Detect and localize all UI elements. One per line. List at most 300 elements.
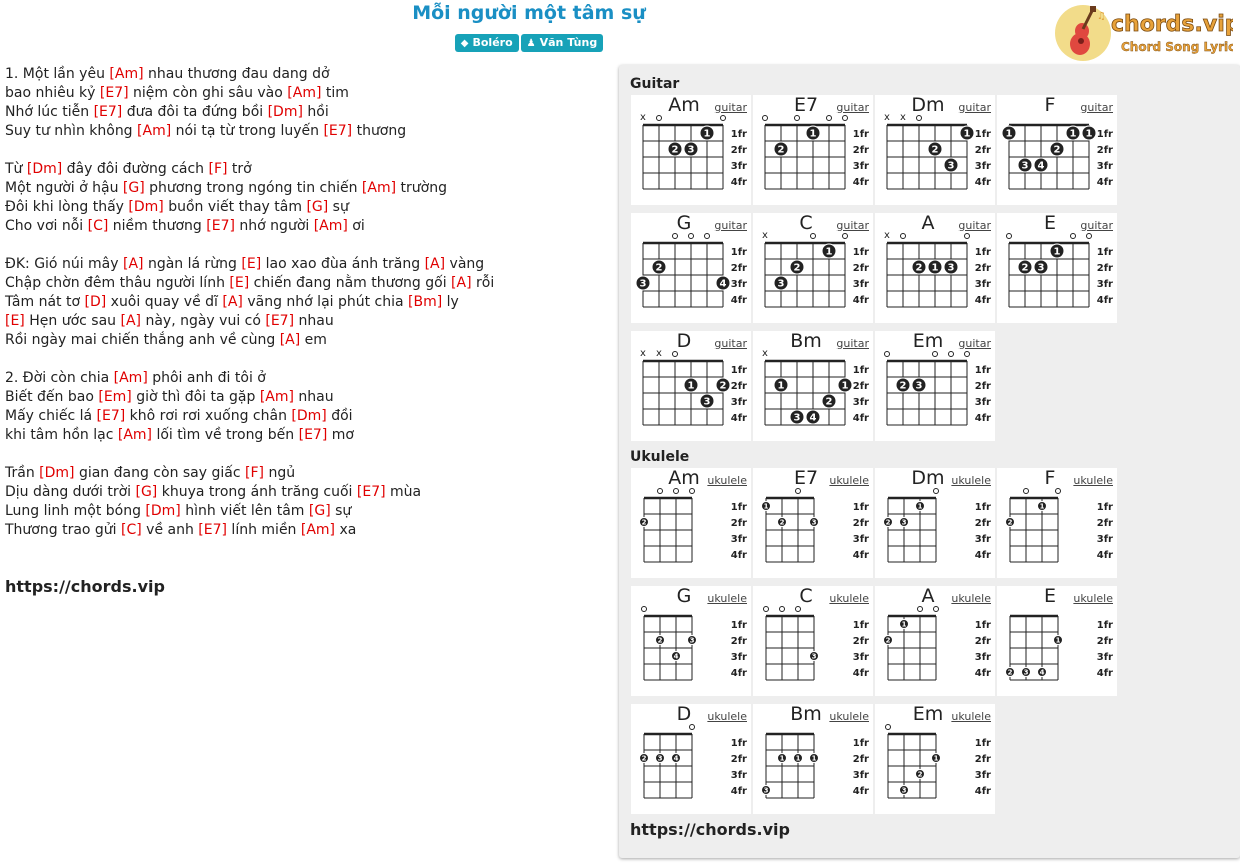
song-title: Mỗi người một tâm sự (412, 2, 646, 24)
user-icon: ♟ (526, 38, 536, 49)
chord-marker[interactable]: [A] (279, 332, 301, 348)
fret-label: 3fr (730, 279, 747, 290)
fret-label: 1fr (974, 620, 991, 631)
chord-marker[interactable]: [A] (451, 275, 472, 291)
chord-marker[interactable]: [E] (241, 256, 262, 272)
lyric-text: niệm còn ghi sâu vào (128, 85, 288, 101)
ukulele-type-link[interactable]: ukulele (707, 592, 747, 605)
ukulele-chord-card[interactable] (753, 704, 873, 814)
lyric-text: Hẹn ước sau (24, 313, 121, 329)
chord-marker[interactable]: [Am] (109, 66, 144, 82)
open-string-mark (1071, 234, 1076, 239)
fret-label: 2fr (852, 518, 869, 529)
lyric-text: Một người ở hậu (5, 180, 123, 196)
muted-string-mark: x (640, 348, 646, 359)
ukulele-type-link[interactable]: ukulele (707, 474, 747, 487)
lyric-text: thương (352, 123, 407, 139)
muted-string-mark: x (640, 112, 646, 123)
lyric-text: trường (396, 180, 447, 196)
finger-number: 1 (795, 754, 801, 763)
fret-label: 3fr (1096, 652, 1113, 663)
guitar-chord-card[interactable] (875, 213, 995, 323)
finger-number: 2 (641, 518, 647, 527)
fret-label: 4fr (730, 295, 747, 306)
chord-marker[interactable]: [Dm] (291, 408, 327, 424)
fret-label: 2fr (852, 145, 869, 156)
chord-marker[interactable]: [Dm] (39, 465, 75, 481)
open-string-mark (642, 607, 647, 612)
chord-marker[interactable]: [Am] (113, 370, 148, 386)
lyric-text: hồi (302, 104, 329, 120)
lyric-text: rỗi (471, 275, 495, 291)
lyric-text: nhau thương đau dang dở (143, 66, 330, 82)
fret-label: 2fr (730, 381, 747, 392)
lyric-text: về anh (141, 522, 199, 538)
guitar-type-link[interactable]: guitar (836, 337, 869, 350)
ukulele-type-link[interactable]: ukulele (707, 710, 747, 723)
lyric-line (5, 179, 605, 198)
open-string-mark (690, 489, 695, 494)
chord-marker[interactable]: [A] (222, 294, 243, 310)
lyric-text: Suy tư nhìn không (5, 123, 138, 139)
fret-label: 4fr (974, 413, 991, 424)
ukulele-chord-card[interactable] (631, 704, 751, 814)
ukulele-chord-name: Bm (790, 703, 822, 725)
open-string-mark (796, 489, 801, 494)
fret-label: 2fr (730, 145, 747, 156)
finger-number: 1 (825, 246, 833, 258)
guitar-type-link[interactable]: guitar (714, 337, 747, 350)
fret-label: 1fr (974, 502, 991, 513)
open-string-mark (690, 725, 695, 730)
finger-number: 2 (779, 518, 785, 527)
finger-number: 1 (1005, 128, 1013, 140)
fret-label: 2fr (974, 518, 991, 529)
lyric-text: giờ thì đôi ta gặp (131, 389, 260, 405)
chord-marker[interactable]: [Am] (300, 522, 336, 538)
chord-marker[interactable]: [C] (87, 218, 109, 234)
lyric-text: khuya trong ánh trăng cuối (157, 484, 357, 500)
lyric-line (5, 293, 605, 312)
finger-number: 3 (763, 786, 769, 795)
lyric-text: Nhớ lúc tiễn (5, 104, 94, 120)
fret-label: 2fr (852, 636, 869, 647)
guitar-chord-card[interactable] (875, 95, 995, 205)
ukulele-chord-name: D (676, 703, 692, 725)
chord-marker[interactable]: [E7] (298, 427, 328, 443)
lyric-text: khô rơi rơi xuống chân (125, 408, 292, 424)
finger-number: 3 (793, 412, 801, 424)
finger-number: 1 (931, 262, 939, 274)
ukulele-chord-card[interactable] (631, 468, 751, 578)
ukulele-chord-name: C (799, 585, 813, 607)
lyric-text: Trần (5, 465, 40, 481)
guitar-chord-name: G (676, 212, 692, 234)
open-string-mark (689, 234, 694, 239)
lyric-text: em (300, 332, 327, 348)
chord-marker[interactable]: [Am] (287, 85, 322, 101)
ukulele-chord-card[interactable] (875, 468, 995, 578)
site-url-right[interactable]: https://chords.vip (630, 820, 790, 839)
finger-number: 2 (931, 144, 939, 156)
ukulele-type-link[interactable]: ukulele (829, 710, 869, 723)
lyric-text: khi tâm hồn lạc (5, 427, 118, 443)
guitar-type-link[interactable]: guitar (1080, 101, 1113, 114)
lyric-text: Dịu dàng dưới trời (5, 484, 136, 500)
ukulele-section-title: Ukulele (630, 449, 690, 465)
lyric-text: nhau (294, 313, 334, 329)
chord-marker[interactable]: [Am] (313, 218, 348, 234)
fret-label: 1fr (730, 247, 747, 258)
chord-marker[interactable]: [E7] (99, 85, 129, 101)
guitar-chord-name: A (921, 212, 935, 234)
guitar-chord-card[interactable] (997, 95, 1117, 205)
ukulele-type-link[interactable]: ukulele (829, 592, 869, 605)
fret-label: 1fr (730, 620, 747, 631)
lyric-text: tim (321, 85, 349, 101)
guitar-chord-card[interactable] (753, 331, 873, 441)
chord-marker[interactable]: [F] (208, 161, 228, 177)
finger-number: 4 (809, 412, 817, 424)
finger-number: 1 (703, 128, 711, 140)
finger-number: 1 (777, 380, 785, 392)
fret-label: 4fr (1096, 295, 1113, 306)
fret-label: 1fr (1096, 502, 1113, 513)
lyric-text: phôi anh đi tôi ở (147, 370, 266, 386)
fret-label: 1fr (852, 620, 869, 631)
lyric-blank (5, 141, 605, 160)
lyric-line (5, 274, 605, 293)
chord-marker[interactable]: [A] (120, 313, 141, 329)
finger-number: 1 (1085, 128, 1093, 140)
ukulele-type-link[interactable]: ukulele (951, 710, 991, 723)
lyric-line (5, 160, 605, 179)
chord-marker[interactable]: [Am] (117, 427, 152, 443)
guitar-chord-card[interactable] (753, 213, 873, 323)
open-string-mark (965, 352, 970, 357)
guitar-type-link[interactable]: guitar (958, 219, 991, 232)
lyric-text: mơ (327, 427, 354, 443)
guitar-type-link[interactable]: guitar (714, 219, 747, 232)
open-string-mark (657, 116, 662, 121)
chord-marker[interactable]: [E7] (356, 484, 386, 500)
fret-label: 4fr (974, 295, 991, 306)
finger-number: 3 (811, 652, 817, 661)
guitar-type-link[interactable]: guitar (958, 337, 991, 350)
finger-number: 4 (673, 754, 679, 763)
finger-number: 3 (1037, 262, 1045, 274)
finger-number: 1 (841, 380, 849, 392)
chord-marker[interactable]: [Am] (137, 123, 172, 139)
finger-number: 1 (917, 502, 923, 511)
chord-marker[interactable]: [G] (135, 484, 158, 500)
guitar-logo-icon (1053, 3, 1233, 63)
guitar-chord-name: E7 (793, 94, 819, 116)
fret-label: 4fr (974, 668, 991, 679)
finger-number: 1 (809, 128, 817, 140)
fret-label: 1fr (730, 502, 747, 513)
lyric-text: phương trong ngóng tin chiến (144, 180, 362, 196)
chord-marker[interactable]: [E7] (96, 408, 126, 424)
fret-label: 2fr (730, 518, 747, 529)
song-tags (0, 34, 1058, 52)
guitar-type-link[interactable]: guitar (836, 101, 869, 114)
open-string-mark (886, 725, 891, 730)
lyrics-body (5, 65, 605, 540)
lyric-blank (5, 236, 605, 255)
open-string-mark (1056, 489, 1061, 494)
ukulele-chord-card[interactable] (875, 586, 995, 696)
fret-label: 2fr (974, 754, 991, 765)
fret-label: 3fr (852, 652, 869, 663)
lyric-line (5, 217, 605, 236)
lyric-line (5, 407, 605, 426)
ukulele-chord-card[interactable] (875, 704, 995, 814)
genre-tag-label: Boléro (472, 36, 513, 49)
fret-label: 2fr (730, 263, 747, 274)
lyric-text: nói tạ từ trong luyến (171, 123, 324, 139)
guitar-chord-card[interactable] (875, 331, 995, 441)
chord-marker[interactable]: [Am] (361, 180, 397, 196)
finger-number: 2 (917, 770, 923, 779)
fret-label: 4fr (1096, 177, 1113, 188)
lyric-line (5, 103, 605, 122)
lyric-text: Chập chờn đêm thâu người lính (5, 275, 230, 291)
lyric-text: ngủ (264, 465, 296, 481)
ukulele-chord-name: F (1044, 467, 1056, 489)
fret-label: 1fr (852, 365, 869, 376)
chord-marker[interactable]: [Dm] (267, 104, 303, 120)
open-string-mark (918, 607, 923, 612)
fret-label: 3fr (852, 161, 869, 172)
open-string-mark (764, 607, 769, 612)
lyric-text: Biết đến bao (5, 389, 99, 405)
ukulele-chord-card[interactable] (997, 468, 1117, 578)
ukulele-chord-name: E7 (793, 467, 819, 489)
fret-label: 1fr (974, 247, 991, 258)
lyric-line (5, 122, 605, 141)
fret-label: 2fr (974, 636, 991, 647)
lyric-text: Lung linh một bóng (5, 503, 146, 519)
chord-marker[interactable]: [E7] (323, 123, 353, 139)
muted-string-mark: x (656, 348, 662, 359)
fret-label: 4fr (730, 550, 747, 561)
finger-number: 3 (1021, 160, 1029, 172)
fret-label: 2fr (852, 263, 869, 274)
fret-label: 2fr (1096, 518, 1113, 529)
guitar-type-link[interactable]: guitar (958, 101, 991, 114)
finger-number: 4 (673, 652, 679, 661)
open-string-mark (843, 234, 848, 239)
ukulele-type-link[interactable]: ukulele (829, 474, 869, 487)
guitar-chord-card[interactable] (997, 213, 1117, 323)
open-string-mark (1024, 489, 1029, 494)
open-string-mark (811, 234, 816, 239)
lyric-text: ơi (347, 218, 365, 234)
fret-label: 1fr (852, 247, 869, 258)
lyric-text: 1. Một lần yêu (5, 66, 110, 82)
lyric-text: vàng (445, 256, 485, 272)
finger-number: 3 (687, 144, 695, 156)
chord-marker[interactable]: [A] (123, 256, 144, 272)
finger-number: 2 (885, 636, 891, 645)
chord-marker[interactable]: [E] (229, 275, 250, 291)
guitar-chord-card[interactable] (631, 95, 751, 205)
finger-number: 3 (657, 754, 663, 763)
lyric-text: hình viết lên tâm (180, 503, 309, 519)
site-url-left[interactable]: https://chords.vip (5, 577, 165, 596)
chord-marker[interactable]: [F] (245, 465, 264, 481)
chord-marker[interactable]: [D] (84, 294, 107, 310)
finger-number: 1 (1055, 636, 1061, 645)
open-string-mark (1007, 234, 1012, 239)
lyric-text: xa (335, 522, 357, 538)
diamond-icon: ◆ (460, 38, 469, 49)
chord-marker[interactable]: [Dm] (26, 161, 63, 177)
ukulele-type-link[interactable]: ukulele (951, 592, 991, 605)
muted-string-mark: x (884, 112, 890, 123)
fret-label: 3fr (974, 161, 991, 172)
lyric-line (5, 198, 605, 217)
guitar-chord-card[interactable] (631, 331, 751, 441)
guitar-chord-card[interactable] (631, 213, 751, 323)
chord-marker[interactable]: [A] (424, 256, 446, 272)
open-string-mark (674, 489, 679, 494)
finger-number: 3 (901, 786, 907, 795)
ukulele-chord-card[interactable] (753, 586, 873, 696)
finger-number: 1 (687, 380, 695, 392)
finger-number: 3 (901, 518, 907, 527)
finger-number: 2 (719, 380, 727, 392)
guitar-type-link[interactable]: guitar (836, 219, 869, 232)
finger-number: 2 (825, 396, 833, 408)
chord-marker[interactable]: [Em] (98, 389, 132, 405)
chord-marker[interactable]: [G] (306, 199, 329, 215)
open-string-mark (721, 116, 726, 121)
fret-label: 4fr (730, 413, 747, 424)
finger-number: 2 (777, 144, 785, 156)
lyric-text: sự (330, 503, 352, 519)
chord-marker[interactable]: [E7] (93, 104, 123, 120)
finger-number: 1 (933, 754, 939, 763)
ukulele-chord-card[interactable] (997, 586, 1117, 696)
ukulele-chord-name: Em (912, 703, 944, 725)
guitar-type-link[interactable]: guitar (714, 101, 747, 114)
finger-number: 3 (639, 278, 647, 290)
lyric-text: Mấy chiếc lá (5, 408, 97, 424)
chord-marker[interactable]: [Bm] (408, 294, 443, 310)
ukulele-chord-card[interactable] (753, 468, 873, 578)
lyric-blank (5, 350, 605, 369)
lyric-text: ly (442, 294, 459, 310)
fret-label: 2fr (974, 381, 991, 392)
lyric-line (5, 255, 605, 274)
fret-label: 3fr (1096, 161, 1113, 172)
chord-marker[interactable]: [C] (121, 522, 142, 538)
ukulele-type-link[interactable]: ukulele (951, 474, 991, 487)
fret-label: 4fr (1096, 550, 1113, 561)
lyric-text: lối tìm về trong bến (152, 427, 299, 443)
finger-number: 3 (777, 278, 785, 290)
finger-number: 3 (689, 636, 695, 645)
finger-number: 2 (671, 144, 679, 156)
finger-number: 2 (657, 636, 663, 645)
open-string-mark (796, 607, 801, 612)
lyric-line (5, 483, 605, 502)
fret-label: 3fr (1096, 279, 1113, 290)
fret-label: 2fr (852, 381, 869, 392)
chord-marker[interactable]: [E7] (206, 218, 235, 234)
guitar-chord-card[interactable] (753, 95, 873, 205)
finger-number: 3 (915, 380, 923, 392)
open-string-mark (901, 234, 906, 239)
fret-label: 3fr (730, 161, 747, 172)
fret-label: 3fr (730, 534, 747, 545)
chord-marker[interactable]: [G] (308, 503, 331, 519)
fret-label: 4fr (730, 668, 747, 679)
ukulele-type-link[interactable]: ukulele (1073, 474, 1113, 487)
open-string-mark (933, 352, 938, 357)
open-string-mark (885, 352, 890, 357)
finger-number: 2 (915, 262, 923, 274)
lyric-text: Đôi khi lòng thấy (5, 199, 129, 215)
fret-label: 1fr (730, 365, 747, 376)
ukulele-chord-card[interactable] (631, 586, 751, 696)
fret-label: 3fr (1096, 534, 1113, 545)
chord-marker[interactable]: [E7] (198, 522, 227, 538)
fret-label: 1fr (974, 365, 991, 376)
lyric-text: Cho vơi nỗi (5, 218, 88, 234)
fret-label: 2fr (1096, 145, 1113, 156)
finger-number: 1 (901, 620, 907, 629)
fret-label: 3fr (974, 770, 991, 781)
genre-tag[interactable] (455, 34, 519, 52)
chord-marker[interactable]: [G] (122, 180, 145, 196)
artist-tag[interactable] (521, 34, 604, 52)
fret-label: 3fr (730, 397, 747, 408)
chord-marker[interactable]: [Dm] (128, 199, 164, 215)
fret-label: 1fr (852, 502, 869, 513)
guitar-chord-name: Dm (911, 94, 945, 116)
chord-marker[interactable]: [E] (5, 313, 25, 329)
finger-number: 1 (1039, 502, 1045, 511)
finger-number: 2 (641, 754, 647, 763)
guitar-chord-name: Am (668, 94, 700, 116)
finger-number: 2 (899, 380, 907, 392)
guitar-chord-name: F (1044, 94, 1056, 116)
lyric-text: niềm thương (108, 218, 207, 234)
site-logo[interactable] (1053, 3, 1233, 63)
fret-label: 2fr (1096, 263, 1113, 274)
chord-marker[interactable]: [E7] (265, 313, 295, 329)
open-string-mark (934, 489, 939, 494)
open-string-mark (658, 489, 663, 494)
fret-label: 1fr (730, 129, 747, 140)
guitar-type-link[interactable]: guitar (1080, 219, 1113, 232)
lyric-text: này, ngày vui có (141, 313, 266, 329)
open-string-mark (843, 116, 848, 121)
lyric-text: vãng nhớ lại phút chia (242, 294, 409, 310)
fret-label: 3fr (852, 534, 869, 545)
lyric-line (5, 65, 605, 84)
lyric-line (5, 331, 605, 350)
finger-number: 4 (1037, 160, 1045, 172)
ukulele-type-link[interactable]: ukulele (1073, 592, 1113, 605)
lyric-text: nhớ người (234, 218, 314, 234)
chord-marker[interactable]: [Dm] (145, 503, 181, 519)
chord-marker[interactable]: [Am] (259, 389, 294, 405)
finger-number: 3 (703, 396, 711, 408)
